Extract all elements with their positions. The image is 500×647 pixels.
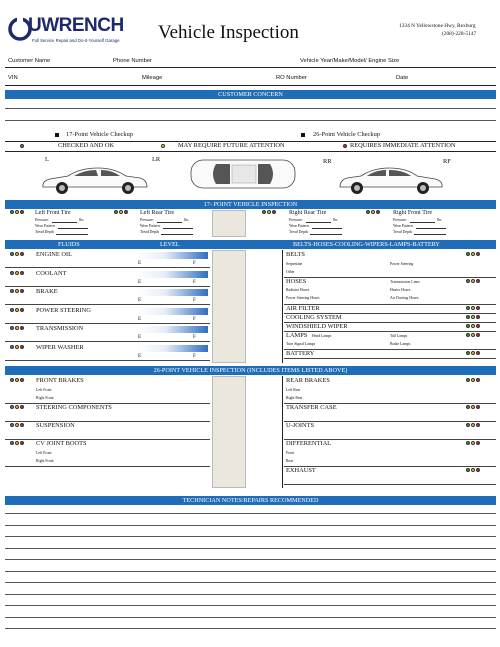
vehicle-field[interactable]: Vehicle Year/Make/Model/ Engine Size <box>300 58 400 64</box>
notes-line[interactable] <box>5 548 496 549</box>
grey-column <box>212 376 246 488</box>
notes-line[interactable] <box>5 594 496 595</box>
status-dot-icon[interactable] <box>20 308 24 312</box>
status-dot-icon[interactable] <box>471 306 475 310</box>
pressure-line[interactable] <box>157 222 182 223</box>
tech-notes-header: TECHNICIAN NOTES/REPAIRS RECOMMENDED <box>5 496 496 505</box>
checkup-26-label: 26-Point Vehicle Checkup <box>313 131 380 138</box>
divider <box>5 267 210 268</box>
gauge-empty-label: E <box>138 260 142 266</box>
tire-name: Right Front Tire <box>393 210 433 216</box>
fluid-name: WIPER WASHER <box>36 343 84 351</box>
logo-text: UWRENCH <box>28 15 124 36</box>
status-dot-icon[interactable] <box>15 289 19 293</box>
tread-line[interactable] <box>161 234 193 235</box>
status-dot-icon[interactable] <box>471 378 475 382</box>
status-dot-icon[interactable] <box>15 345 19 349</box>
divider <box>5 85 496 86</box>
immediate-status-icon <box>343 144 347 148</box>
fluid-name: POWER STEERING <box>36 306 91 314</box>
divider <box>5 151 496 152</box>
status-dot-icon[interactable] <box>466 333 470 337</box>
ok-status-icon <box>20 144 24 148</box>
belt-sub: Other <box>286 270 295 274</box>
pressure-line[interactable] <box>52 222 77 223</box>
concern-line[interactable] <box>5 120 496 121</box>
notes-line[interactable] <box>5 617 496 618</box>
tire-lbs: lbs <box>79 218 84 222</box>
status-dots[interactable] <box>466 351 480 355</box>
status-dot-icon[interactable] <box>476 315 480 319</box>
status-dots[interactable] <box>262 210 276 214</box>
tread-line[interactable] <box>56 234 88 235</box>
gauge-empty-label: E <box>138 297 142 303</box>
inspection-item-name: FRONT BRAKES <box>36 377 84 384</box>
divider <box>284 349 496 350</box>
legend-future: MAY REQUIRE FUTURE ATTENTION <box>178 142 285 149</box>
inspection-sub: Right Front <box>36 396 54 400</box>
divider <box>5 341 210 342</box>
fluid-name: COOLANT <box>36 269 67 277</box>
gauge-full-label: F <box>193 352 196 359</box>
legend-ok: CHECKED AND OK <box>58 142 115 149</box>
inspection-sub: Front <box>286 451 295 455</box>
divider <box>5 323 210 324</box>
belt-sub: Head Lamps <box>312 334 332 338</box>
wheel-label-l: L <box>45 156 49 163</box>
gauge-empty-label: E <box>138 334 142 340</box>
status-dot-icon[interactable] <box>10 252 14 256</box>
status-dot-icon[interactable] <box>471 351 475 355</box>
status-dots[interactable] <box>10 423 24 427</box>
car-right-side-icon <box>335 165 447 197</box>
status-dot-icon[interactable] <box>471 405 475 409</box>
fluid-name: BRAKE <box>36 288 58 295</box>
tire-pressure: Pressure: <box>35 218 49 222</box>
tire-tread: Tread Depth <box>289 230 308 234</box>
status-dot-icon[interactable] <box>476 378 480 382</box>
status-dots[interactable] <box>10 441 24 445</box>
status-dot-icon[interactable] <box>476 324 480 328</box>
tire-pressure: Pressure: <box>140 218 154 222</box>
grey-column <box>212 250 246 363</box>
status-dot-icon[interactable] <box>466 441 470 445</box>
divider <box>284 421 496 422</box>
status-dot-icon[interactable] <box>466 252 470 256</box>
divider <box>282 376 283 488</box>
status-dot-icon[interactable] <box>15 423 19 427</box>
status-dots[interactable] <box>466 378 480 382</box>
status-dot-icon[interactable] <box>471 333 475 337</box>
status-dots[interactable] <box>10 271 24 275</box>
status-dots[interactable] <box>466 333 480 337</box>
gauge-empty-label: E <box>138 352 142 359</box>
car-left-side-icon <box>40 165 150 197</box>
status-dots[interactable] <box>10 289 24 293</box>
status-dot-icon[interactable] <box>10 405 14 409</box>
inspection-item-name: EXHAUST <box>286 467 316 474</box>
status-dot-icon[interactable] <box>476 279 480 283</box>
level-header: LEVEL <box>160 241 180 248</box>
status-dots[interactable] <box>466 468 480 472</box>
status-dot-icon[interactable] <box>10 345 14 349</box>
divider <box>284 358 496 359</box>
belt-sub: Heater Hoses <box>390 288 411 292</box>
status-dot-icon[interactable] <box>466 324 470 328</box>
status-dot-icon[interactable] <box>15 441 19 445</box>
status-dot-icon[interactable] <box>476 351 480 355</box>
belts-header: BELTS-HOSES-COOLING-WIPERS-LAMPS-BATTERY <box>293 241 440 248</box>
page-title: Vehicle Inspection <box>158 22 299 43</box>
status-dots[interactable] <box>10 252 24 256</box>
tread-line[interactable] <box>414 234 446 235</box>
tire-pressure: Pressure: <box>289 218 303 222</box>
inspection-item-name: DIFFERENTIAL <box>286 440 332 447</box>
belt-item-name: BELTS <box>286 251 305 258</box>
status-dot-icon[interactable] <box>476 468 480 472</box>
divider <box>5 360 210 361</box>
gauge-empty-label: E <box>138 278 142 285</box>
divider <box>5 286 210 287</box>
status-dots[interactable] <box>10 378 24 382</box>
status-dot-icon[interactable] <box>471 324 475 328</box>
tire-wear: Wear Pattern <box>393 224 413 228</box>
tire-lbs: lbs <box>437 218 442 222</box>
belt-item-name: BATTERY <box>286 350 315 357</box>
status-dots[interactable] <box>10 345 24 349</box>
fluid-level-gauge[interactable] <box>136 345 208 352</box>
status-dot-icon[interactable] <box>476 441 480 445</box>
status-dot-icon[interactable] <box>466 306 470 310</box>
tire-pressure: Pressure: <box>393 218 407 222</box>
status-dot-icon[interactable] <box>15 308 19 312</box>
vin-field[interactable]: VIN <box>8 75 18 81</box>
notes-line[interactable] <box>5 571 496 572</box>
future-status-icon <box>161 144 165 148</box>
status-dot-icon[interactable] <box>466 468 470 472</box>
status-dot-icon[interactable] <box>476 405 480 409</box>
fluid-level-gauge[interactable] <box>136 252 208 259</box>
gauge-empty-label: E <box>138 315 142 322</box>
status-dot-icon[interactable] <box>466 378 470 382</box>
belt-sub: Turn Signal Lamps <box>286 342 316 346</box>
legend-immediate: REQUIRES IMMEDIATE ATTENTION <box>350 142 456 149</box>
status-dot-icon[interactable] <box>466 405 470 409</box>
status-dot-icon[interactable] <box>20 423 24 427</box>
notes-line[interactable] <box>5 525 496 526</box>
status-dots[interactable] <box>466 441 480 445</box>
shop-phone: (208)-228-5147 <box>442 31 477 37</box>
status-dot-icon[interactable] <box>476 252 480 256</box>
notes-line[interactable] <box>5 605 496 606</box>
notes-line[interactable] <box>5 582 496 583</box>
inspection-item-name: STEERING COMPONENTS <box>36 404 112 411</box>
status-dot-icon[interactable] <box>10 326 14 330</box>
wheel-label-rf: RF <box>443 158 451 165</box>
belt-item-name: WINDSHIELD WIPER <box>286 323 348 330</box>
divider <box>5 466 210 467</box>
wheel-label-rr: RR <box>323 158 332 165</box>
gauge-full-label: F <box>193 297 196 303</box>
status-dots[interactable] <box>466 405 480 409</box>
tire-tread: Tread Depth <box>393 230 412 234</box>
gauge-full-label: F <box>193 260 196 266</box>
wear-line[interactable] <box>58 228 88 229</box>
status-dots[interactable] <box>366 210 380 214</box>
status-dot-icon[interactable] <box>15 378 19 382</box>
fluid-level-gauge[interactable] <box>136 308 208 315</box>
belt-sub: Power Steering <box>390 262 414 266</box>
wear-line[interactable] <box>312 228 342 229</box>
status-dots[interactable] <box>10 210 24 214</box>
car-top-view-icon <box>188 155 298 193</box>
status-dot-icon[interactable] <box>471 468 475 472</box>
wear-line[interactable] <box>163 228 193 229</box>
status-dot-icon[interactable] <box>10 423 14 427</box>
status-dot-icon[interactable] <box>20 326 24 330</box>
inspection-sub: Left Front <box>36 451 52 455</box>
status-dot-icon[interactable] <box>20 345 24 349</box>
divider <box>5 67 496 68</box>
mileage-field[interactable]: Mileage <box>142 75 163 81</box>
status-dot-icon[interactable] <box>471 315 475 319</box>
date-field[interactable]: Date <box>396 75 409 81</box>
status-dot-icon[interactable] <box>471 441 475 445</box>
fluid-level-gauge[interactable] <box>136 326 208 333</box>
pressure-line[interactable] <box>410 222 435 223</box>
belt-sub: Power Steering Hoses <box>286 296 320 300</box>
status-dots[interactable] <box>466 252 480 256</box>
belt-item-name: AIR FILTER <box>286 305 320 312</box>
status-dot-icon[interactable] <box>476 333 480 337</box>
belt-item-name: COOLING SYSTEM <box>286 314 342 321</box>
ro-number-field[interactable]: RO Number <box>276 75 307 81</box>
26-point-header: 26-POINT VEHICLE INSPECTION (INCLUDES ITEMS LISTED ABOVE) <box>5 366 496 375</box>
tire-tread: Tread Depth <box>35 230 54 234</box>
belt-item-name: HOSES <box>286 278 307 285</box>
logo <box>8 13 138 51</box>
status-dots[interactable] <box>10 405 24 409</box>
tire-tread: Tread Depth <box>140 230 159 234</box>
fluid-name: ENGINE OIL <box>36 251 73 258</box>
status-dot-icon[interactable] <box>476 306 480 310</box>
tire-lbs: lbs <box>184 218 189 222</box>
status-dots[interactable] <box>466 306 480 310</box>
concern-line[interactable] <box>5 108 496 109</box>
inspection-item-name: CV JOINT BOOTS <box>36 440 87 447</box>
status-dot-icon[interactable] <box>10 308 14 312</box>
status-dot-icon[interactable] <box>10 289 14 293</box>
status-dot-icon[interactable] <box>476 423 480 427</box>
notes-line[interactable] <box>5 536 496 537</box>
status-dot-icon[interactable] <box>10 378 14 382</box>
status-dot-icon[interactable] <box>466 315 470 319</box>
checkbox-17-point[interactable] <box>55 133 59 137</box>
status-dot-icon[interactable] <box>20 271 24 275</box>
status-dot-icon[interactable] <box>20 441 24 445</box>
wear-line[interactable] <box>416 228 446 229</box>
inspection-item-name: TRANSFER CASE <box>286 404 337 411</box>
grey-column <box>212 210 246 237</box>
status-dots[interactable] <box>466 324 480 328</box>
checkbox-26-point[interactable] <box>301 133 305 137</box>
belt-sub: Radiator Hoses <box>286 288 310 292</box>
status-dot-icon[interactable] <box>15 326 19 330</box>
status-dots[interactable] <box>466 279 480 283</box>
status-dot-icon[interactable] <box>15 405 19 409</box>
status-dot-icon[interactable] <box>471 423 475 427</box>
belt-item-name: LAMPS <box>286 332 308 339</box>
status-dot-icon[interactable] <box>471 279 475 283</box>
customer-name-field[interactable]: Customer Name <box>8 58 51 64</box>
status-dots[interactable] <box>10 326 24 330</box>
gauge-full-label: F <box>193 278 196 285</box>
status-dot-icon[interactable] <box>10 441 14 445</box>
divider <box>5 304 210 305</box>
17-point-header: 17- POINT VEHICLE INSPECTION <box>5 200 496 209</box>
divider <box>284 331 496 332</box>
fluid-level-gauge[interactable] <box>136 289 208 296</box>
status-dot-icon[interactable] <box>10 271 14 275</box>
tire-name: Left Front Tire <box>35 210 71 216</box>
inspection-item-name: REAR BRAKES <box>286 377 330 384</box>
wheel-label-lr: LR <box>152 156 161 163</box>
status-dot-icon[interactable] <box>15 252 19 256</box>
belt-sub: Transmission Lines <box>390 280 420 284</box>
divider <box>284 277 496 278</box>
pressure-line[interactable] <box>306 222 331 223</box>
notes-line[interactable] <box>5 628 496 629</box>
inspection-item-name: SUSPENSION <box>36 422 75 429</box>
tire-name: Left Rear Tire <box>140 210 174 216</box>
tire-wear: Wear Pattern <box>140 224 160 228</box>
notes-line[interactable] <box>5 513 496 514</box>
status-dots[interactable] <box>114 210 128 214</box>
fluid-name: TRANSMISSION <box>36 325 84 332</box>
inspection-sub: Rear <box>286 459 294 463</box>
fluid-level-gauge[interactable] <box>136 271 208 278</box>
inspection-sub: Left Rear <box>286 388 301 392</box>
status-dot-icon[interactable] <box>20 405 24 409</box>
tire-name: Right Rear Tire <box>289 210 327 216</box>
status-dot-icon[interactable] <box>466 351 470 355</box>
tire-wear: Wear Pattern <box>35 224 55 228</box>
notes-line[interactable] <box>5 559 496 560</box>
fluids-header: FLUIDS <box>58 241 80 248</box>
gauge-full-label: F <box>193 315 196 322</box>
status-dot-icon[interactable] <box>20 289 24 293</box>
tire-lbs: lbs <box>333 218 338 222</box>
inspection-sub: Right Rear <box>286 396 303 400</box>
belt-sub: Tail Lamps <box>390 334 408 338</box>
belt-sub: Air Ducting Hoses <box>390 296 419 300</box>
gauge-full-label: F <box>193 334 196 340</box>
status-dot-icon[interactable] <box>466 423 470 427</box>
divider <box>284 484 496 485</box>
shop-address: 1334 N Yellowstone Hwy, Rexburg <box>399 23 476 29</box>
status-dot-icon[interactable] <box>20 378 24 382</box>
status-dots[interactable] <box>466 423 480 427</box>
status-dot-icon[interactable] <box>471 252 475 256</box>
status-dots[interactable] <box>466 315 480 319</box>
belt-sub: Brake Lamps <box>390 342 411 346</box>
divider <box>282 250 283 363</box>
logo-tagline: Full Service Repair and Do-It-Yourself Garage <box>32 38 120 43</box>
phone-number-field[interactable]: Phone Number <box>113 58 152 64</box>
status-dot-icon[interactable] <box>466 279 470 283</box>
inspection-sub: Left Front <box>36 388 52 392</box>
status-dots[interactable] <box>10 308 24 312</box>
tread-line[interactable] <box>310 234 342 235</box>
status-dot-icon[interactable] <box>15 271 19 275</box>
belt-sub: Serpentine <box>286 262 303 266</box>
checkup-17-label: 17-Point Vehicle Checkup <box>66 131 133 138</box>
customer-concern-header: CUSTOMER CONCERN <box>5 90 496 99</box>
inspection-item-name: U-JOINTS <box>286 422 315 429</box>
tire-wear: Wear Pattern <box>289 224 309 228</box>
status-dot-icon[interactable] <box>20 252 24 256</box>
inspection-sub: Right Front <box>36 459 54 463</box>
